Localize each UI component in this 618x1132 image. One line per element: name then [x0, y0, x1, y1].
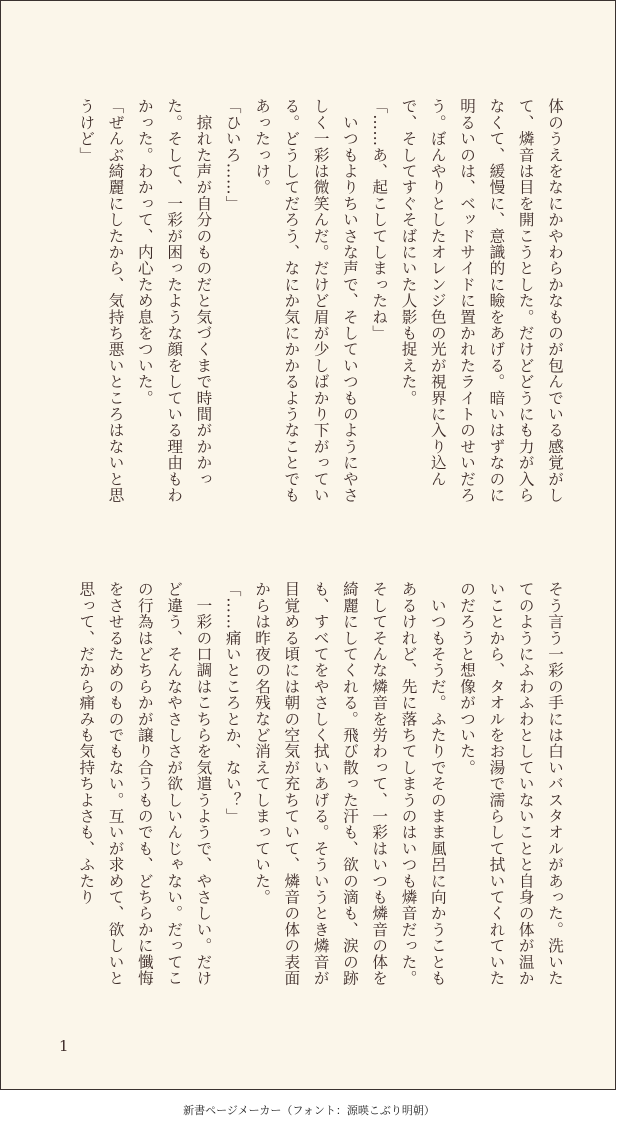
paragraph: そう言う一彩の手には白いバスタオルがあった。洗いたてのようにふわふわとしていないことと自身の体が温かいことから、タオルをお湯で濡らして拭いてくれていたのだろうと想像がついた。: [458, 581, 564, 986]
paragraph: 「……痛いところとか、ない？」: [223, 581, 242, 824]
paragraph: 「ぜんぶ綺麗にしたから、気持ち悪いところはないと思うけど」: [77, 98, 125, 503]
page-number: 1: [59, 1037, 69, 1055]
paragraph: 「ひいろ……」: [223, 98, 242, 212]
paragraph: 一彩の口調はこちらを気遣うようで、やさしい。だけど違う、そんなやさしさが欲しいんじゃない。だってこの行為はどちらかが譲り合うものでも、どちらかに懺悔をさせるためのものでもない。互いが求めて、欲しいと思って、だから痛みも気持ちよさも、ふたり: [77, 581, 213, 986]
paragraph: いつもそうだ。ふたりでそのまま風呂に向かうこともあるけれど、先に落ちてしまうのはいつも燐音だった。そしてそんな燐音を労わって、一彩はいつも燐音の体を綺麗にしてくれる。飛び散った汗も、欲の滴も、涙の跡も、すべてをやさしく拭いあげる。そういうとき燐音が目覚める頃には朝の空気が充ちていて、燐音の体の表面からは昨夜の名残など消えてしまっていた。: [253, 581, 447, 986]
paragraph: 「……あ、起こしてしまったね」: [370, 98, 389, 341]
paragraph: 掠れた声が自分のものだと気づくまで時間がかかった。そして、一彩が困ったような顔をしている理由もわかった。わかって、内心ため息をついた。: [135, 98, 213, 503]
upper-text-block: [59, 98, 569, 508]
paragraph: いつもよりちいさな声で、そしていつものようにやさしく一彩は微笑んだ。だけど眉が少しばかり下がっている。どうしてだろう、なにか気にかかるようなことでもあったっけ。: [253, 98, 359, 503]
lower-text-block: [59, 581, 569, 991]
footer-credit: 新書ページメーカー（フォント：源暎こぶり明朝）: [183, 1104, 435, 1117]
paragraph: 体のうえをなにかやわらかなものが包んでいる感覚がして、燐音は目を開こうとした。だけどどうにも力が入らなくて、緩慢に、意識的に瞼をあげる。暗いはずなのに明るいのは、ベッドサイドに置かれたライトのせいだろう。ぼんやりとしたオレンジ色の光が視界に入り込んで、そしてすぐそばにいた人影も捉えた。: [399, 98, 564, 503]
